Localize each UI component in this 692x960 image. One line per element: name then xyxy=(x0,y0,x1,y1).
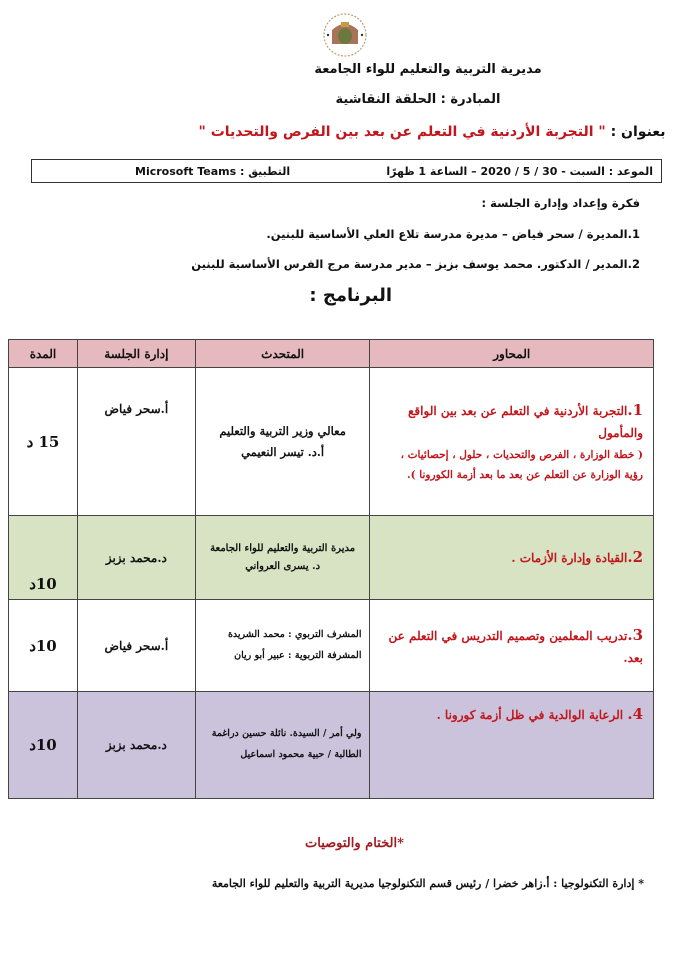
header-topic: المحاور xyxy=(370,340,654,368)
header-management: إدارة الجلسة xyxy=(77,340,195,368)
initiative-title: المبادرة : الحلقة النقاشية xyxy=(335,92,501,107)
topic-cell xyxy=(370,368,654,516)
topic-title: تدريب المعلمين وتصميم التدريس في التعلم عن بعد. xyxy=(388,628,643,666)
topic-number: 1. xyxy=(627,400,643,419)
management-cell: د.محمد بزبز xyxy=(77,692,195,799)
topic-cell xyxy=(370,692,654,799)
table-row xyxy=(9,368,654,516)
program-title: البرنامج : xyxy=(309,285,392,306)
table-row xyxy=(9,692,654,799)
subject-line xyxy=(86,124,692,140)
program-table xyxy=(8,339,654,799)
speaker-line: د. يسرى العرواني xyxy=(245,560,321,572)
duration-cell: 15 د xyxy=(9,368,78,516)
header-duration: المدة xyxy=(9,340,78,368)
topic-title: القيادة وإدارة الأزمات . xyxy=(511,550,628,565)
speaker-cell xyxy=(195,368,370,516)
topic-number: 3. xyxy=(627,625,643,644)
table-row xyxy=(9,600,654,692)
closing-recommendations: *الختام والتوصيات xyxy=(305,836,404,851)
management-cell: أ.سحر فياض xyxy=(77,600,195,692)
preparation-item: 2.المدير / الدكتور. محمد يوسف بزبز – مدير مدرسة مرج الفرس الأساسية للبنين xyxy=(191,257,640,271)
preparation-item: 1.المديرة / سحر فياض – مديرة مدرسة تلاع العلي الأساسية للبنين. xyxy=(266,227,640,241)
topic-title: التجربة الأردنية في التعلم عن بعد بين الواقع والمأمول xyxy=(408,403,643,441)
header-speaker: المتحدث xyxy=(195,340,370,368)
preparation-title: فكرة وإعداد وإدارة الجلسة : xyxy=(481,196,640,210)
speaker-line: معالي وزير التربية والتعليم xyxy=(219,423,346,438)
topic-cell xyxy=(370,516,654,600)
table-header-row xyxy=(9,340,654,368)
speaker-line: أ.د. تيسر النعيمي xyxy=(241,444,325,459)
meeting-application: التطبيق : Microsoft Teams xyxy=(135,164,291,178)
speaker-line: الطالبة / حبية محمود اسماعيل xyxy=(240,749,362,760)
meeting-datetime: الموعد : السبت - 30 / 5 / 2020 – الساعة 1 ظهرًا xyxy=(386,164,653,178)
management-cell: أ.سحر فياض xyxy=(77,368,195,516)
topic-subtitle: ( خطة الوزارة ، الفرص والتحديات ، حلول ، إحصائيات ، رؤية الوزارة عن التعلم عن بعد ما بعد أزمة الكورونا ). xyxy=(400,448,643,482)
duration-cell: 10د xyxy=(9,516,78,600)
subject-title: " التجربة الأردنية في التعلم عن بعد بين الفرص والتحديات " xyxy=(198,124,606,140)
technology-management-note: * إدارة التكنولوجيا : أ.زاهر خضرا / رئيس قسم التكنولوجيا مديرية التربية والتعليم للواء الجامعة xyxy=(211,877,644,890)
management-cell: د.محمد بزبز xyxy=(77,516,195,600)
duration-cell: 10د xyxy=(9,600,78,692)
topic-number: 2. xyxy=(627,547,643,566)
meeting-info-box xyxy=(31,159,662,183)
speaker-cell xyxy=(195,516,370,600)
duration-cell: 10د xyxy=(9,692,78,799)
speaker-line: ولي أمر / السيدة. نائلة حسين دراغمة xyxy=(211,728,362,740)
speaker-cell xyxy=(195,600,370,692)
topic-cell xyxy=(370,600,654,692)
topic-title: الرعاية الوالدية في ظل أزمة كورونا . xyxy=(436,708,628,722)
subject-label: بعنوان : xyxy=(605,124,666,140)
topic-number: 4. xyxy=(627,705,643,723)
jordan-coat-of-arms-icon xyxy=(322,12,368,58)
table-row xyxy=(9,516,654,600)
speaker-line: المشرفة التربوية : عبير أبو ريان xyxy=(234,649,362,661)
speaker-line: المشرف التربوي : محمد الشريدة xyxy=(227,628,362,640)
speaker-line: مديرة التربية والتعليم للواء الجامعة xyxy=(210,542,356,554)
organization-title: مديرية التربية والتعليم للواء الجامعة xyxy=(314,62,542,77)
speaker-cell xyxy=(195,692,370,799)
